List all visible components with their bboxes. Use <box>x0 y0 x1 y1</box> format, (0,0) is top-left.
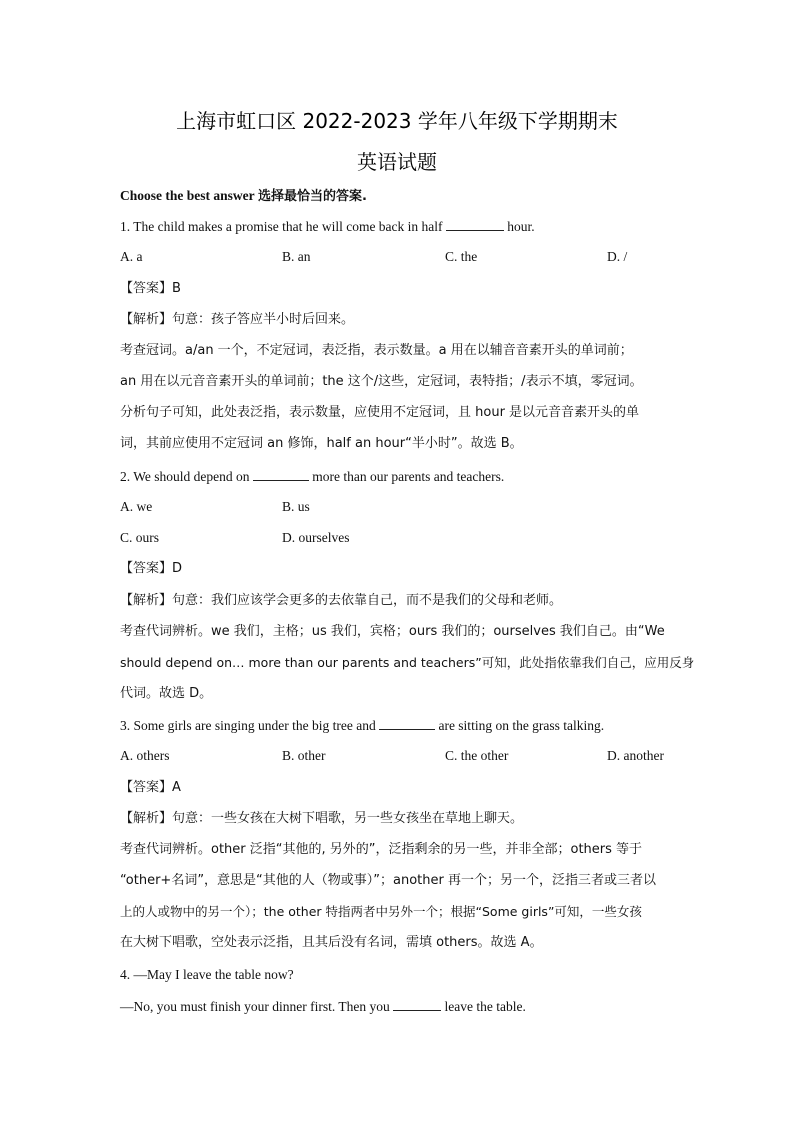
question-2-analysis-line: 【解析】句意：我们应该学会更多的去依靠自己，而不是我们的父母和老师。 <box>120 593 563 608</box>
question-2-option-c: C. ours <box>120 530 160 545</box>
question-3-answer: 【答案】A <box>120 780 181 795</box>
question-3-stem: 3. Some girls are singing under the big tree and are sitting on the grass talking. <box>120 715 680 736</box>
question-4-stem-line-2: —No, you must finish your dinner first. Then you leave the table. <box>120 996 680 1017</box>
question-2-option-a: A. we <box>120 499 153 514</box>
question-1-option-c: C. the <box>445 249 478 264</box>
question-1-analysis-line: 【解析】句意：孩子答应半小时后回来。 <box>120 312 355 327</box>
question-1-option-a: A. a <box>120 249 143 264</box>
question-1-analysis-line: 考查冠词。a/an 一个，不定冠词，表泛指，表示数量。a 用在以辅音音素开头的单词前； <box>120 343 633 358</box>
answer-blank <box>446 216 504 231</box>
question-3-option-c: C. the other <box>445 748 509 763</box>
question-1-option-b: B. an <box>282 249 311 264</box>
document-subtitle: 英语试题 <box>357 150 437 174</box>
answer-blank <box>253 466 309 481</box>
question-2-analysis-line: 考查代词辨析。we 我们，主格；us 我们，宾格；ours 我们的；ourselves 我们自己。由“We <box>120 624 665 639</box>
question-1-analysis-line: 分析句子可知，此处表泛指，表示数量，应使用不定冠词，且 hour 是以元音音素开头的单 <box>120 405 640 420</box>
question-3-option-d: D. another <box>607 748 664 763</box>
question-1-analysis-line: 词，其前应使用不定冠词 an 修饰，half an hour“半小时”。故选 B。 <box>120 436 523 451</box>
question-2-option-b: B. us <box>282 499 310 514</box>
question-2-analysis-line: should depend on… more than our parents and teachers”可知，此处指依靠我们自己，应用反身 <box>120 655 695 670</box>
question-3-analysis-line: “other+名词”，意思是“其他的人（物或事）”；another 再一个；另一个，泛指三者或三者以 <box>120 873 656 888</box>
question-2-analysis-line: 代词。故选 D。 <box>120 686 213 701</box>
question-2-answer: 【答案】D <box>120 561 183 576</box>
document-title: 上海市虹口区 2022-2023 学年八年级下学期期末 <box>176 109 618 133</box>
section-heading-cn: 选择最恰当的答案. <box>258 189 367 204</box>
question-3-option-a: A. others <box>120 748 170 763</box>
question-1-analysis-line: an 用在以元音音素开头的单词前；the 这个/这些，定冠词，表特指；/表示不填，零冠词。 <box>120 374 643 389</box>
question-1-answer: 【答案】B <box>120 281 181 296</box>
section-heading-en: Choose the best answer <box>120 188 255 203</box>
section-heading <box>120 186 680 207</box>
answer-blank <box>393 996 441 1011</box>
question-2-option-d: D. ourselves <box>282 530 350 545</box>
question-3-analysis-line: 在大树下唱歌，空处表示泛指，且其后没有名词，需填 others。故选 A。 <box>120 935 543 950</box>
answer-blank <box>379 715 435 730</box>
question-1-stem: 1. The child makes a promise that he will come back in half hour. <box>120 216 680 237</box>
question-3-option-b: B. other <box>282 748 326 763</box>
question-4-stem-line-1: 4. —May I leave the table now? <box>120 967 294 982</box>
question-3-analysis-line: 上的人或物中的另一个）；the other 特指两者中另外一个；根据“Some girls”可知，一些女孩 <box>120 904 642 919</box>
question-1-option-d: D. / <box>607 249 628 264</box>
question-3-analysis-line: 【解析】句意：一些女孩在大树下唱歌，另一些女孩坐在草地上聊天。 <box>120 811 524 826</box>
question-2-stem: 2. We should depend on more than our parents and teachers. <box>120 466 680 487</box>
question-3-analysis-line: 考查代词辨析。other 泛指“其他的, 另外的”，泛指剩余的另一些，并非全部；others 等于 <box>120 842 643 857</box>
